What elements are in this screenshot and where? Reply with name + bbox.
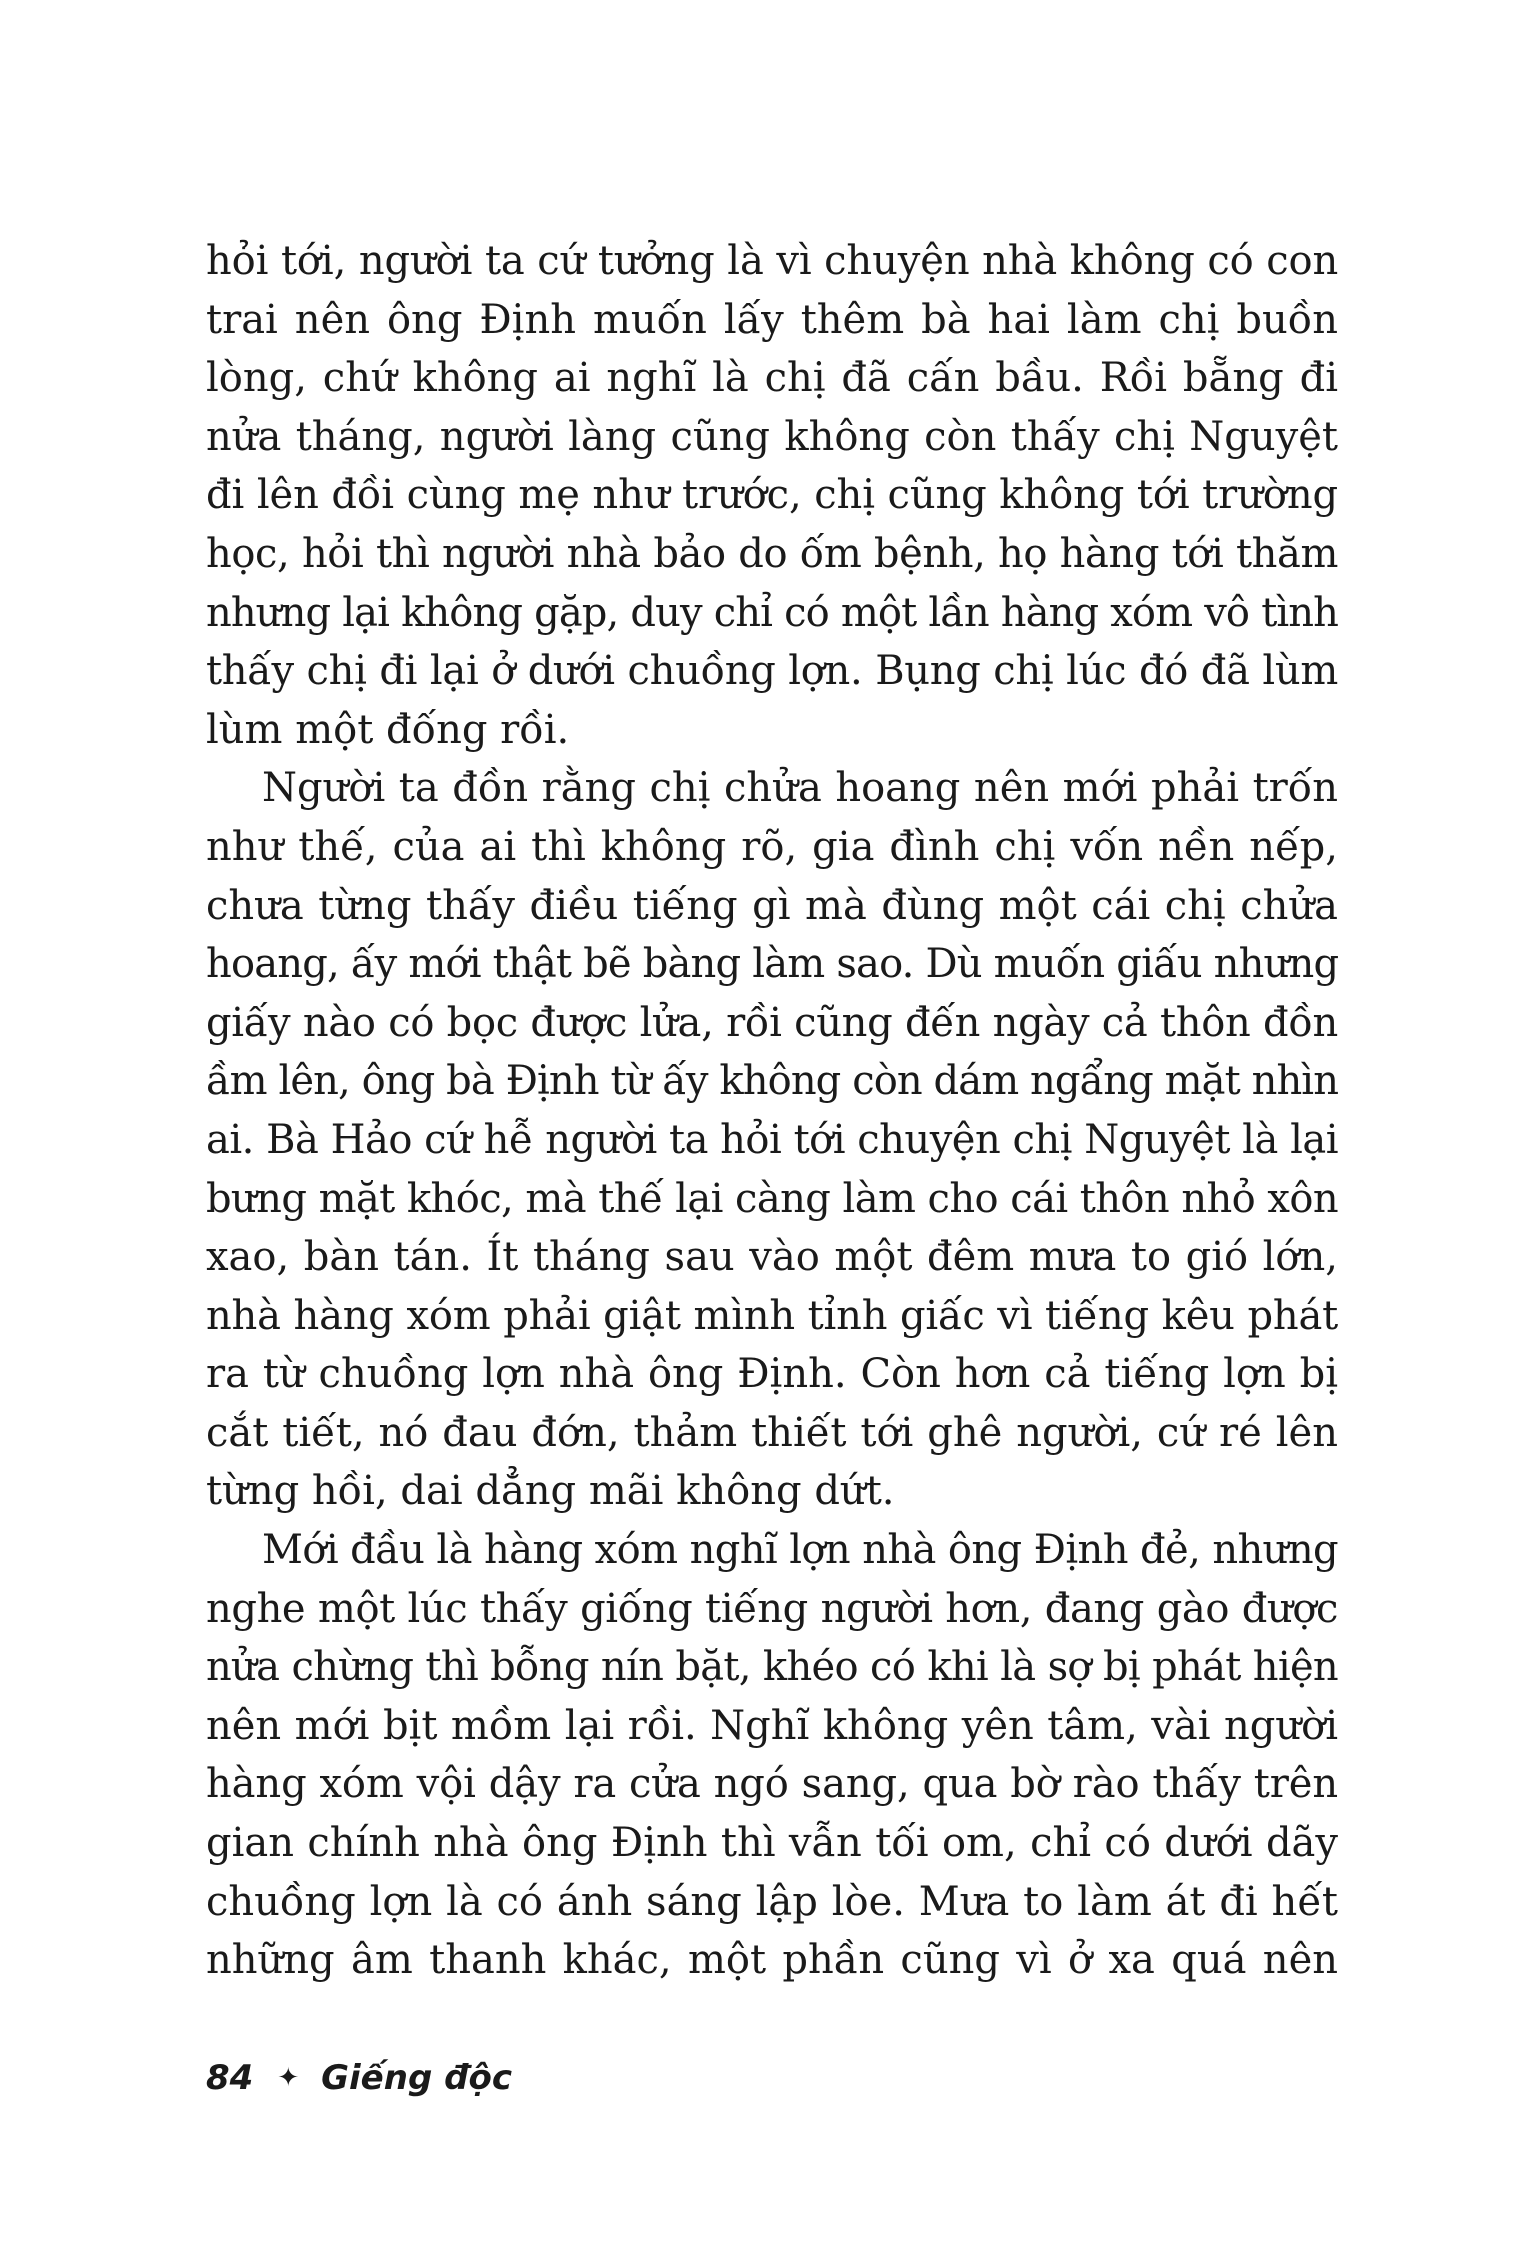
text-line: Mới đầu là hàng xóm nghĩ lợn nhà ông Định đẻ, nhưng bbox=[262, 1527, 1338, 1574]
paragraph-3 bbox=[206, 1521, 1338, 1990]
text-line: ầm lên, ông bà Định từ ấy không còn dám ngẩng mặt nhìn bbox=[206, 1058, 1339, 1105]
text-line: đi lên đồi cùng mẹ như trước, chị cũng không tới trường bbox=[206, 472, 1338, 519]
text-line: bưng mặt khóc, mà thế lại càng làm cho cái thôn nhỏ xôn bbox=[206, 1175, 1338, 1222]
text-line: chuồng lợn là có ánh sáng lập lòe. Mưa to làm át đi hết bbox=[206, 1878, 1338, 1925]
text-line: nghe một lúc thấy giống tiếng người hơn, đang gào được bbox=[206, 1585, 1338, 1632]
star-separator-icon: ✦ bbox=[277, 2063, 300, 2093]
text-line: nhưng lại không gặp, duy chỉ có một lần hàng xóm vô tình bbox=[206, 589, 1338, 636]
text-line: trai nên ông Định muốn lấy thêm bà hai làm chị buồn bbox=[206, 296, 1338, 343]
text-line: hoang, ấy mới thật bẽ bàng làm sao. Dù muốn giấu nhưng bbox=[206, 941, 1339, 988]
text-line: nhà hàng xóm phải giật mình tỉnh giấc vì tiếng kêu phát bbox=[206, 1292, 1338, 1339]
text-line: từng hồi, dai dẳng mãi không dứt. bbox=[206, 1468, 895, 1515]
text-line: Người ta đồn rằng chị chửa hoang nên mới phải trốn bbox=[262, 765, 1338, 812]
text-line: cắt tiết, nó đau đớn, thảm thiết tới ghê người, cứ ré lên bbox=[206, 1409, 1338, 1456]
text-line: hỏi tới, người ta cứ tưởng là vì chuyện nhà không có con bbox=[206, 238, 1339, 284]
text-line: lùm một đống rồi. bbox=[206, 706, 570, 753]
text-line: lòng, chứ không ai nghĩ là chị đã cấn bầu. Rồi bẵng đi bbox=[206, 355, 1338, 402]
text-line: hàng xóm vội dậy ra cửa ngó sang, qua bờ rào thấy trên bbox=[206, 1761, 1338, 1808]
text-line: học, hỏi thì người nhà bảo do ốm bệnh, họ hàng tới thăm bbox=[206, 530, 1338, 577]
text-line: ra từ chuồng lợn nhà ông Định. Còn hơn cả tiếng lợn bị bbox=[206, 1351, 1338, 1398]
text-line: gian chính nhà ông Định thì vẫn tối om, chỉ có dưới dãy bbox=[206, 1820, 1338, 1867]
text-line: ai. Bà Hảo cứ hễ người ta hỏi tới chuyện chị Nguyệt là lại bbox=[206, 1116, 1338, 1163]
text-line: nửa chừng thì bỗng nín bặt, khéo có khi là sợ bị phát hiện bbox=[206, 1644, 1338, 1691]
text-line: nửa tháng, người làng cũng không còn thấy chị Nguyệt bbox=[206, 413, 1338, 460]
text-line: như thế, của ai thì không rõ, gia đình chị vốn nền nếp, bbox=[206, 823, 1338, 870]
paragraph-2 bbox=[206, 759, 1338, 1521]
text-line: giấy nào có bọc được lửa, rồi cũng đến ngày cả thôn đồn bbox=[206, 999, 1338, 1046]
book-title: Giếng độc bbox=[321, 2058, 512, 2098]
page-footer bbox=[206, 2048, 512, 2108]
text-line: thấy chị đi lại ở dưới chuồng lợn. Bụng chị lúc đó đã lùm bbox=[206, 648, 1338, 695]
page-number: 84 bbox=[206, 2058, 254, 2098]
text-line: nên mới bịt mồm lại rồi. Nghĩ không yên tâm, vài người bbox=[206, 1702, 1338, 1749]
text-line: chưa từng thấy điều tiếng gì mà đùng một cái chị chửa bbox=[206, 882, 1338, 929]
text-line: xao, bàn tán. Ít tháng sau vào một đêm mưa to gió lớn, bbox=[206, 1234, 1338, 1281]
paragraph-1 bbox=[206, 232, 1338, 759]
text-line: những âm thanh khác, một phần cũng vì ở xa quá nên bbox=[206, 1937, 1338, 1984]
body-text bbox=[206, 232, 1338, 1990]
